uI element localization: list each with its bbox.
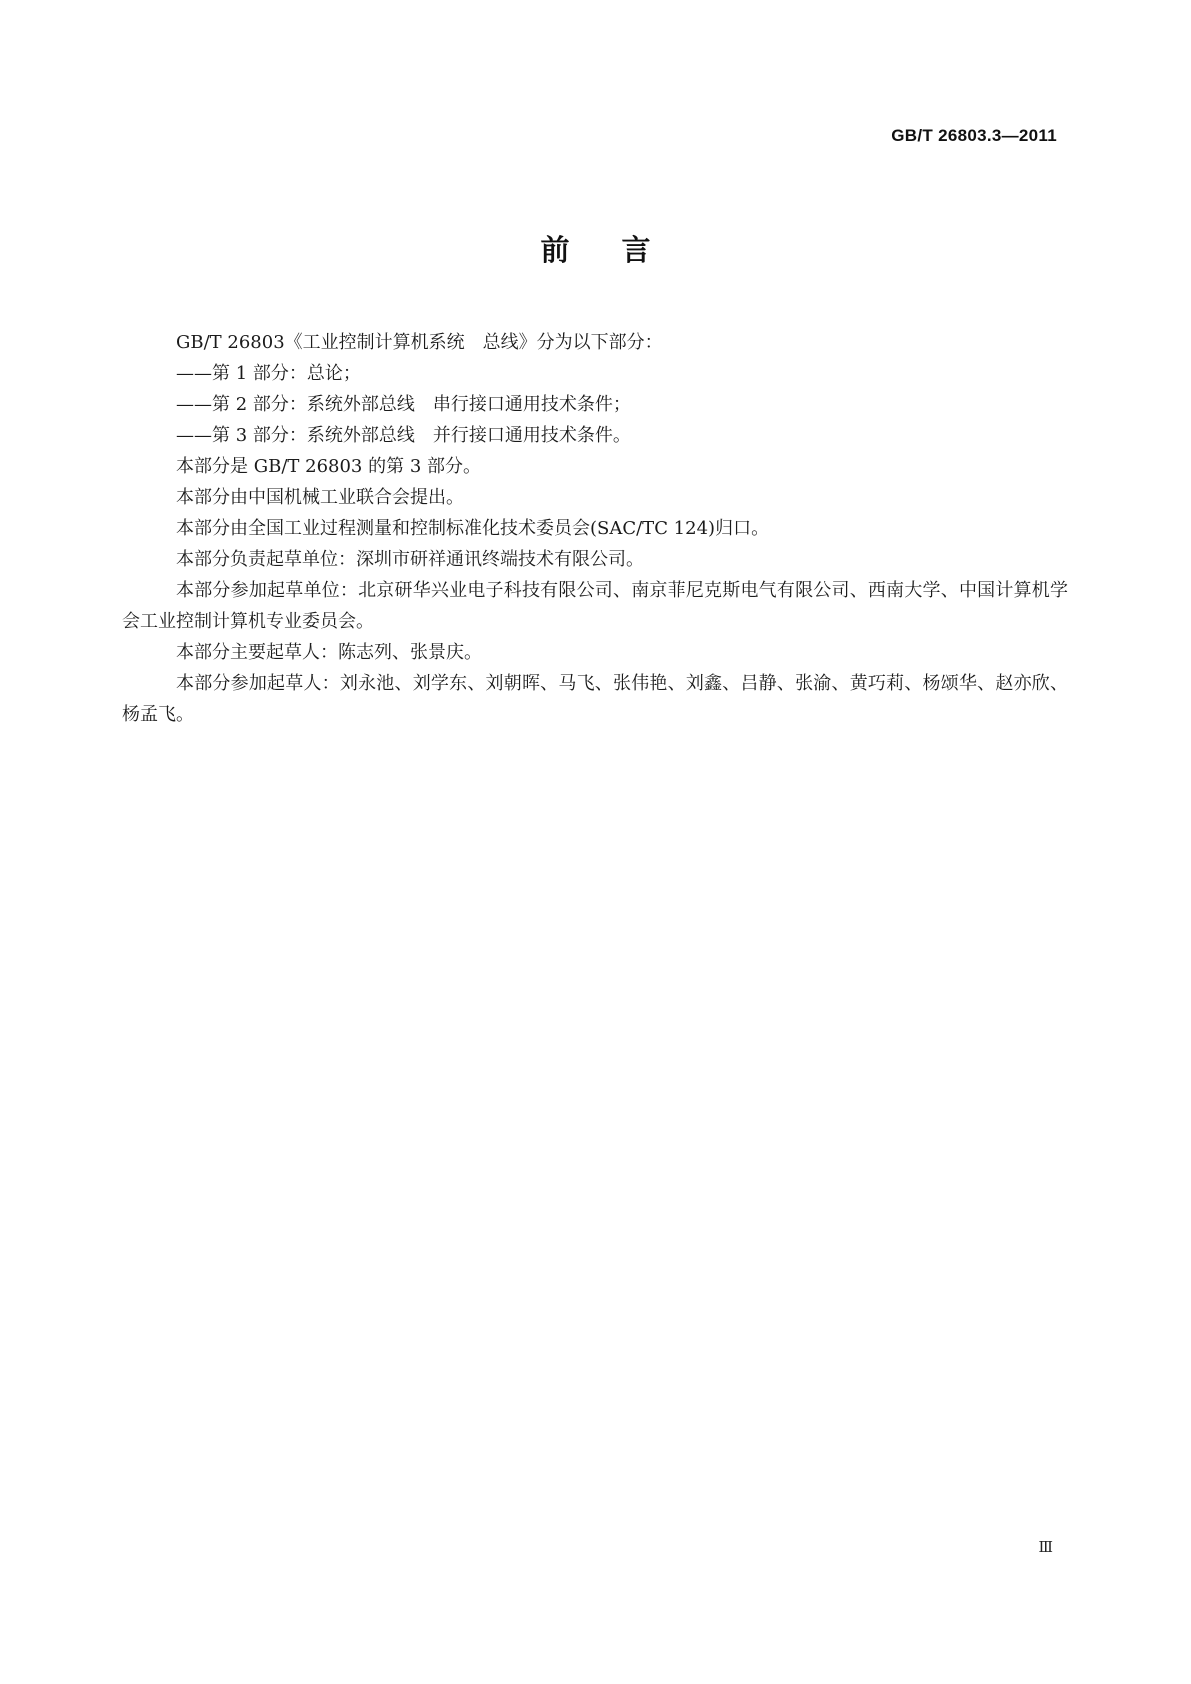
paragraph-main-drafters: 本部分主要起草人：陈志列、张景庆。 [176,642,482,663]
page-number: Ⅲ [1038,1538,1053,1556]
paragraph-committee: 本部分由全国工业过程测量和控制标准化技术委员会(SAC/TC 124)归口。 [176,518,770,539]
paragraph-intro: GB/T 26803《工业控制计算机系统 总线》分为以下部分： [176,332,663,353]
list-item-part-2: ——第 2 部分：系统外部总线 串行接口通用技术条件； [176,394,631,415]
standard-number: GB/T 26803.3—2011 [891,126,1057,145]
document-body [122,327,1068,730]
paragraph-lead-drafter-org: 本部分负责起草单位：深圳市研祥通讯终端技术有限公司。 [176,549,644,570]
paragraph-participating-drafters: 本部分参加起草人：刘永池、刘学东、刘朝晖、马飞、张伟艳、刘鑫、吕静、张渝、黄巧莉、杨颂华、赵亦欣、杨孟飞。 [122,673,1068,725]
list-item-part-1: ——第 1 部分：总论； [176,363,361,384]
paragraph-proposer: 本部分由中国机械工业联合会提出。 [176,487,464,508]
page-title: 前言 [540,233,703,267]
paragraph-participating-orgs: 本部分参加起草单位：北京研华兴业电子科技有限公司、南京菲尼克斯电气有限公司、西南大学、中国计算机学会工业控制计算机专业委员会。 [122,580,1068,632]
paragraph-part-statement: 本部分是 GB/T 26803 的第 3 部分。 [176,456,481,477]
list-item-part-3: ——第 3 部分：系统外部总线 并行接口通用技术条件。 [176,425,631,446]
